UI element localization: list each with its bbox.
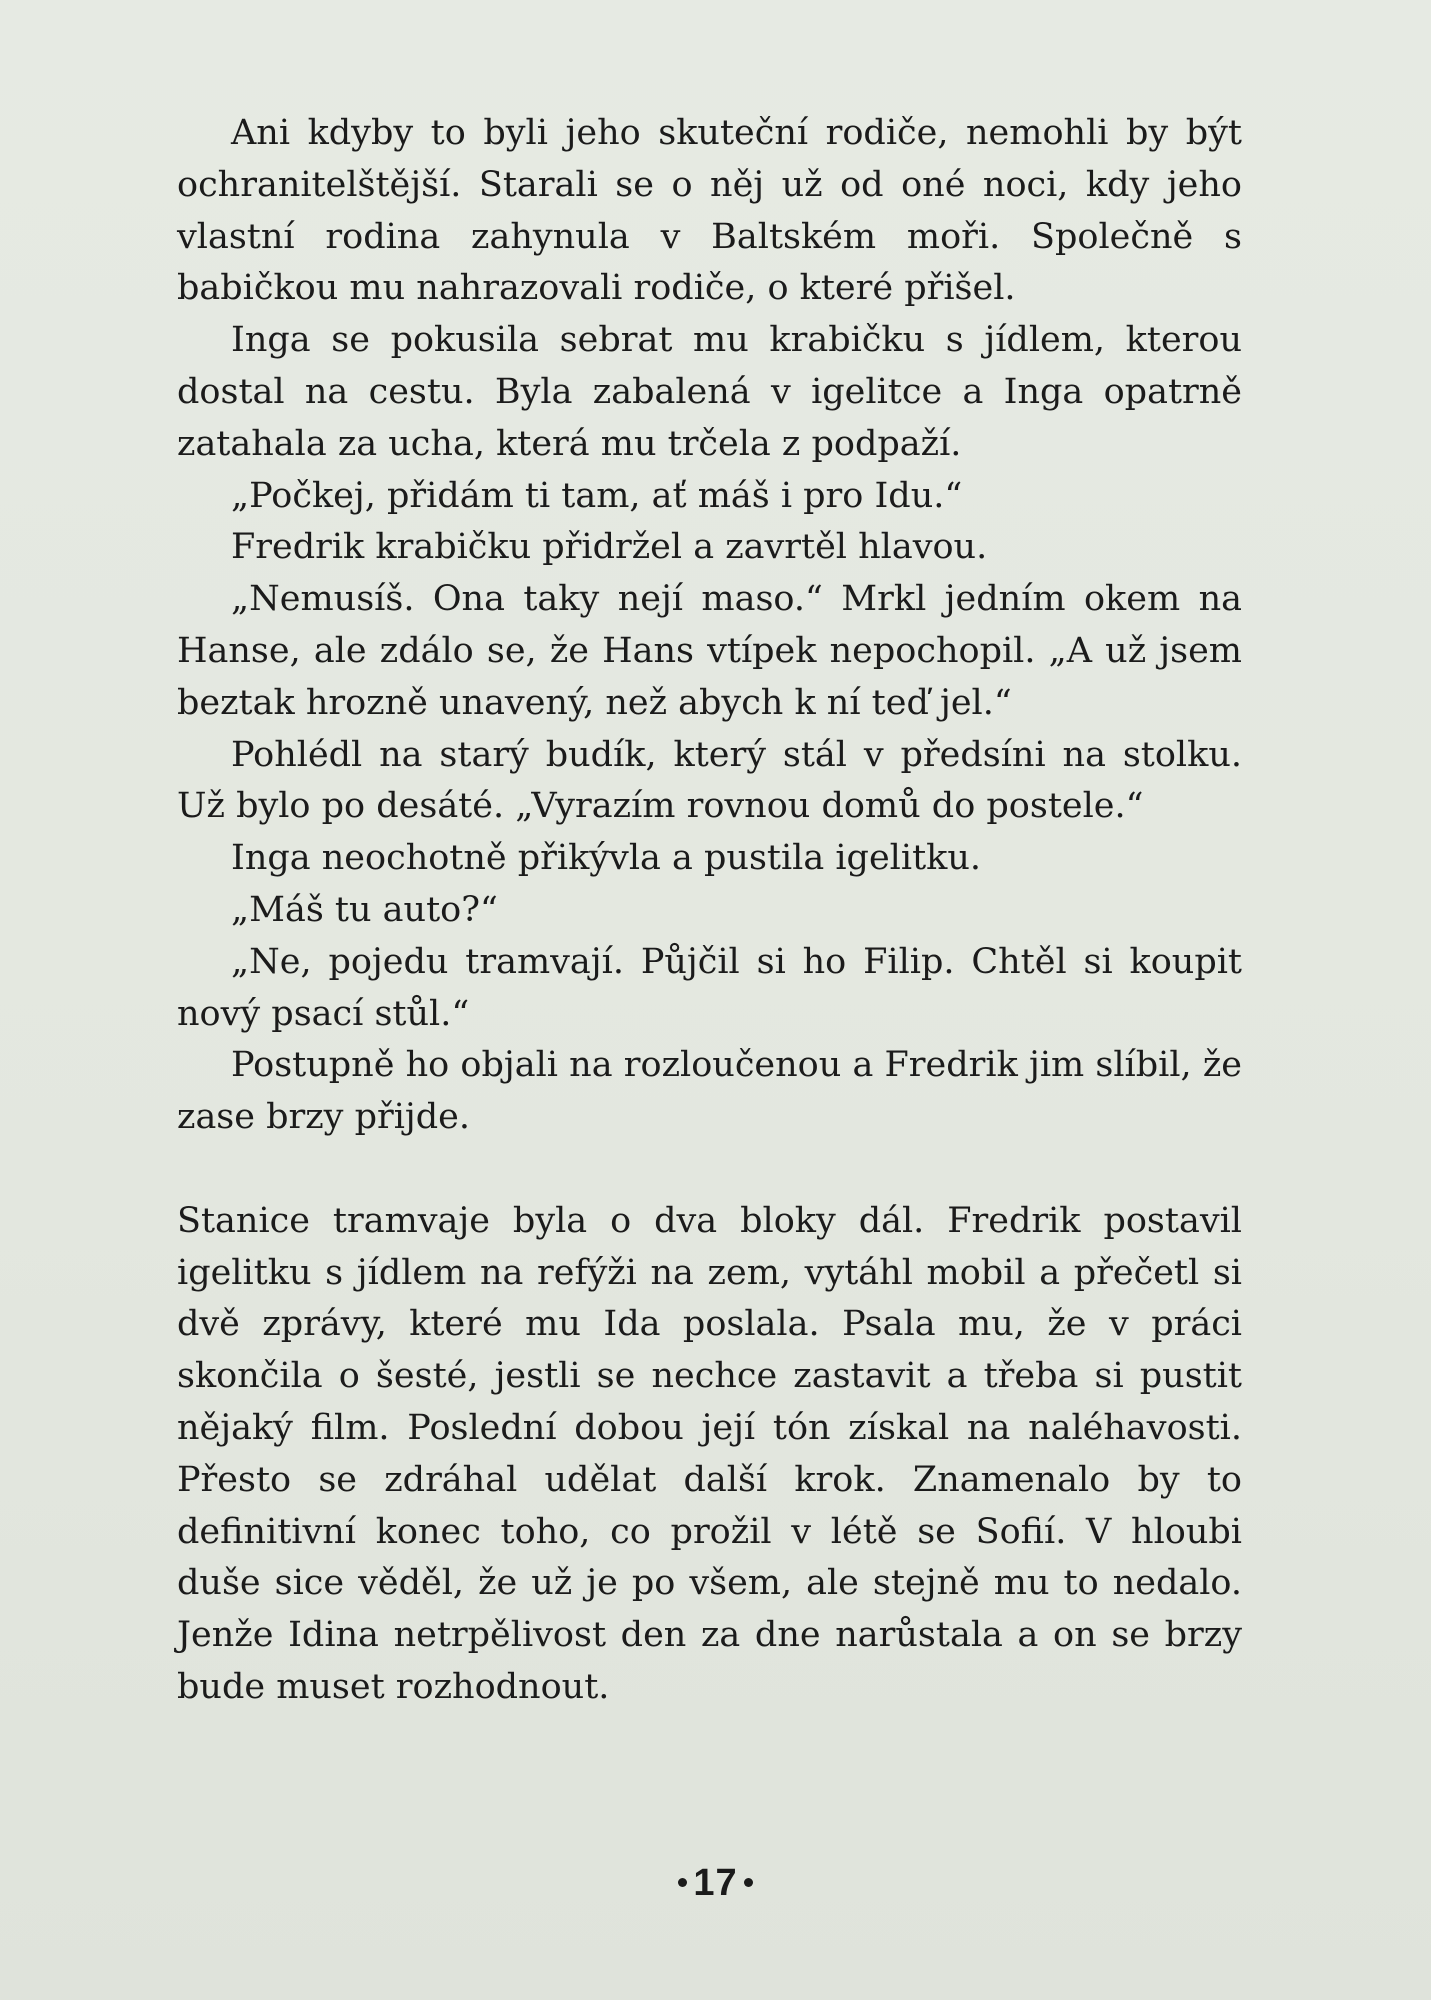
- bullet-icon: [744, 1878, 753, 1887]
- paragraph: „Ne, pojedu tramvají. Půjčil si ho Filip. Chtěl si koupit nový psací stůl.“: [177, 941, 1242, 1034]
- paragraph: Ani kdyby to byli jeho skuteční rodiče, nemohli by být ochranitelštější. Starali se o něj už od oné noci, kdy jeho vlastní rodina zahynula v Baltském moři. Společně s babičkou mu nahrazovali rodiče, o které přišel.: [177, 113, 1242, 309]
- paragraph: Inga neochotně přikývla a pustila igelitku.: [231, 838, 982, 879]
- paragraph: Inga se pokusila sebrat mu krabičku s jídlem, kterou dostal na cestu. Byla zabalená v igelitce a Inga opatrně zatahala za ucha, která mu trčela z podpaží.: [177, 320, 1242, 464]
- paragraph: „Počkej, přidám ti tam, ať máš i pro Idu.“: [231, 475, 963, 516]
- section-break: [177, 1144, 1242, 1196]
- body-text: [177, 108, 1242, 1714]
- paragraph: Pohlédl na starý budík, který stál v předsíni na stolku. Už bylo po desáté. „Vyrazím rovnou domů do postele.“: [177, 734, 1242, 827]
- page-number: [0, 1862, 1431, 1905]
- page-number-value: 17: [693, 1862, 738, 1904]
- bullet-icon: [678, 1878, 687, 1887]
- paragraph: „Nemusíš. Ona taky nejí maso.“ Mrkl jedním okem na Hanse, ale zdálo se, že Hans vtípek nepochopil. „A už jsem beztak hrozně unavený, než abych k ní teď jel.“: [177, 579, 1242, 723]
- paragraph: Postupně ho objali na rozloučenou a Fredrik jim slíbil, že zase brzy přijde.: [177, 1045, 1242, 1138]
- paragraph: „Máš tu auto?“: [231, 889, 498, 930]
- paragraph: Stanice tramvaje byla o dva bloky dál. Fredrik postavil igelitku s jídlem na refýži na zem, vytáhl mobil a přečetl si dvě zprávy, které mu Ida poslala. Psala mu, že v práci skončila o šesté, jestli se nechce zastavit a třeba si pustit nějaký film. Poslední dobou její tón získal na naléhavosti. Přesto se zdráhal udělat další krok. Znamenalo by to definitivní konec toho, co prožil v létě se Sofií. V hloubi duše sice věděl, že už je po všem, ale stejně mu to nedalo. Jenže Idina netrpělivost den za dne narůstala a on se brzy bude muset rozhodnout.: [177, 1200, 1242, 1707]
- paragraph: Fredrik krabičku přidržel a zavrtěl hlavou.: [231, 527, 988, 568]
